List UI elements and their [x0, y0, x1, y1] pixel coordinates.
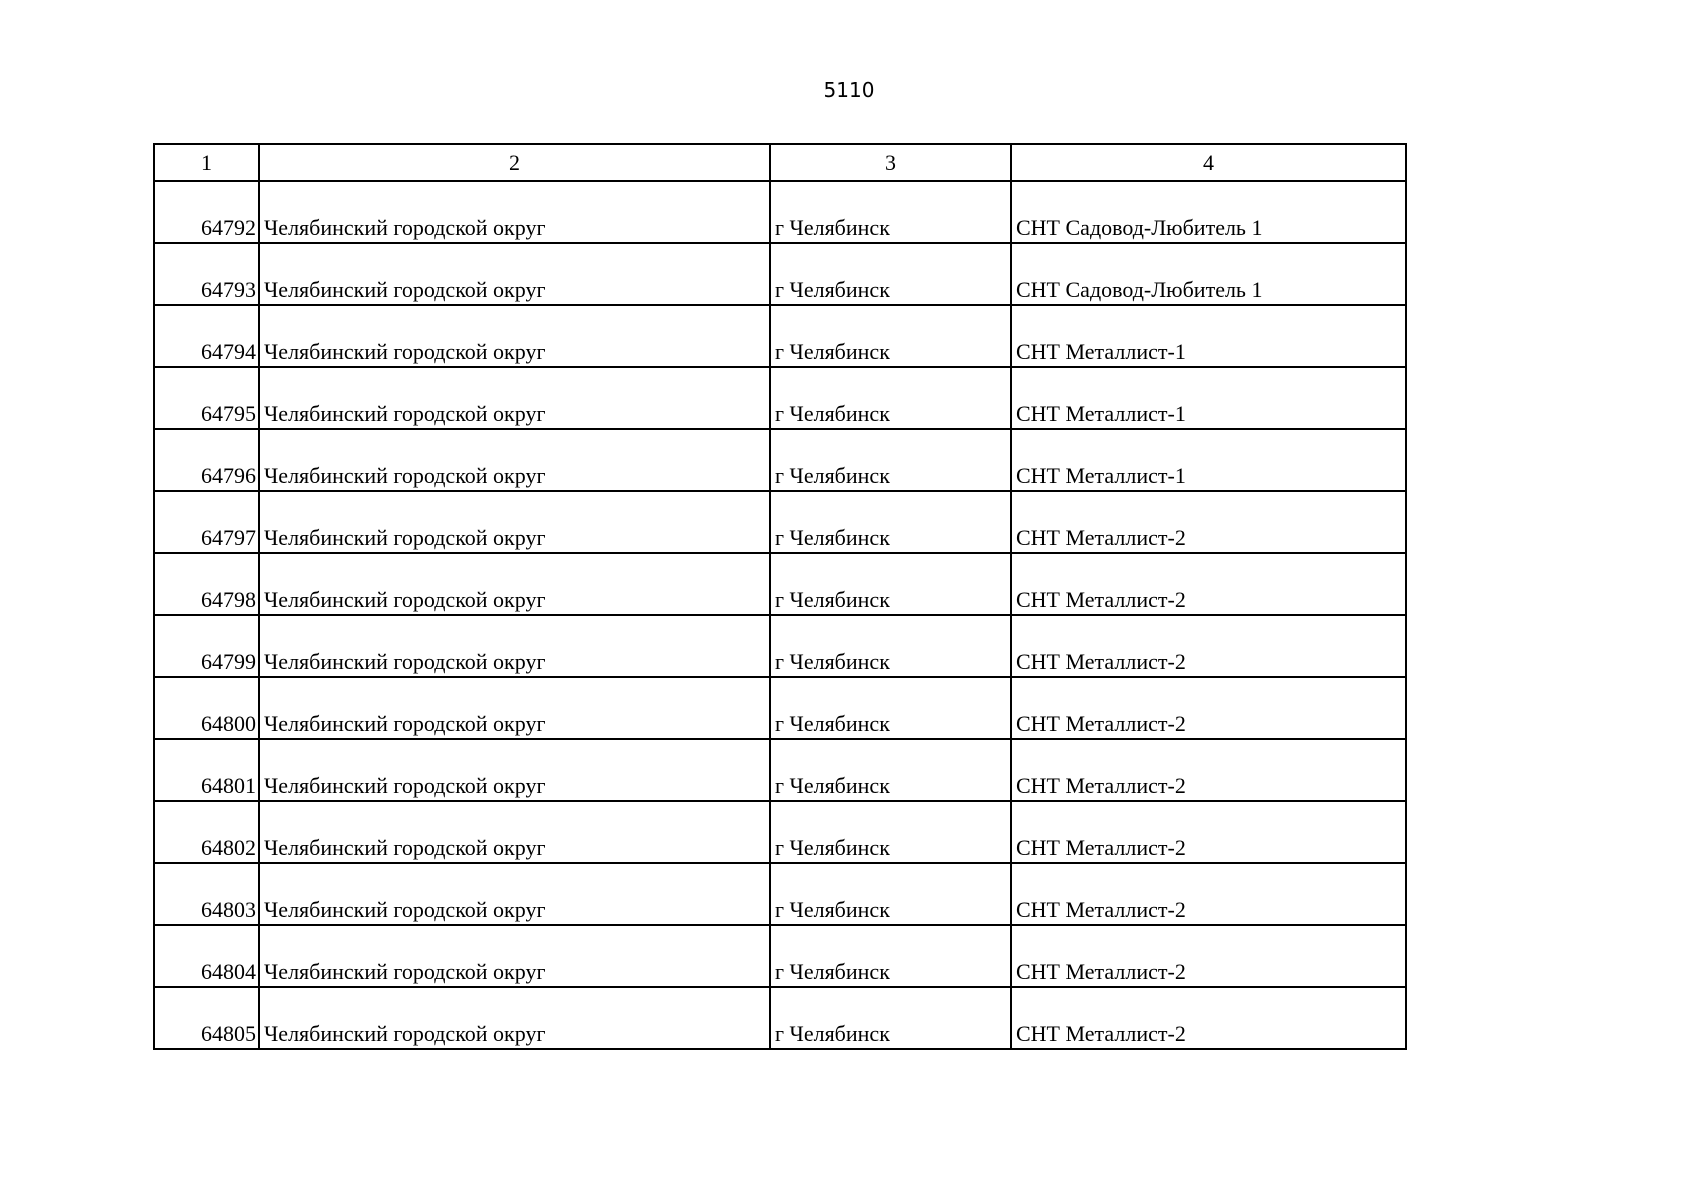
cell-number: 64792 — [154, 181, 259, 243]
cell-settlement: СНТ Металлист-2 — [1011, 677, 1406, 739]
cell-district: Челябинский городской округ — [259, 429, 770, 491]
cell-district: Челябинский городской округ — [259, 553, 770, 615]
cell-number: 64803 — [154, 863, 259, 925]
cell-city: г Челябинск — [770, 367, 1011, 429]
table-row — [154, 801, 1406, 863]
cell-settlement: СНТ Металлист-1 — [1011, 367, 1406, 429]
cell-number: 64795 — [154, 367, 259, 429]
table-row — [154, 863, 1406, 925]
table-row — [154, 305, 1406, 367]
cell-settlement: СНТ Металлист-2 — [1011, 615, 1406, 677]
cell-district: Челябинский городской округ — [259, 863, 770, 925]
cell-district: Челябинский городской округ — [259, 987, 770, 1049]
cell-city: г Челябинск — [770, 739, 1011, 801]
cell-city: г Челябинск — [770, 987, 1011, 1049]
cell-number: 64800 — [154, 677, 259, 739]
cell-number: 64798 — [154, 553, 259, 615]
cell-number: 64805 — [154, 987, 259, 1049]
cell-settlement: СНТ Металлист-1 — [1011, 305, 1406, 367]
column-header: 1 — [154, 144, 259, 181]
column-header: 2 — [259, 144, 770, 181]
data-table — [153, 143, 1407, 1050]
cell-settlement: СНТ Металлист-2 — [1011, 925, 1406, 987]
table-row — [154, 553, 1406, 615]
cell-settlement: СНТ Металлист-2 — [1011, 491, 1406, 553]
cell-number: 64802 — [154, 801, 259, 863]
cell-district: Челябинский городской округ — [259, 367, 770, 429]
cell-settlement: СНТ Садовод-Любитель 1 — [1011, 243, 1406, 305]
cell-district: Челябинский городской округ — [259, 739, 770, 801]
cell-district: Челябинский городской округ — [259, 181, 770, 243]
cell-city: г Челябинск — [770, 491, 1011, 553]
cell-number: 64794 — [154, 305, 259, 367]
table-row — [154, 243, 1406, 305]
cell-district: Челябинский городской округ — [259, 491, 770, 553]
cell-district: Челябинский городской округ — [259, 615, 770, 677]
table-row — [154, 677, 1406, 739]
cell-number: 64801 — [154, 739, 259, 801]
cell-settlement: СНТ Металлист-1 — [1011, 429, 1406, 491]
cell-settlement: СНТ Металлист-2 — [1011, 801, 1406, 863]
table-row — [154, 615, 1406, 677]
cell-settlement: СНТ Садовод-Любитель 1 — [1011, 181, 1406, 243]
table-row — [154, 739, 1406, 801]
cell-city: г Челябинск — [770, 553, 1011, 615]
table-row — [154, 181, 1406, 243]
cell-district: Челябинский городской округ — [259, 925, 770, 987]
cell-city: г Челябинск — [770, 615, 1011, 677]
cell-number: 64804 — [154, 925, 259, 987]
cell-city: г Челябинск — [770, 181, 1011, 243]
table-header-row — [154, 144, 1406, 181]
cell-city: г Челябинск — [770, 863, 1011, 925]
cell-district: Челябинский городской округ — [259, 677, 770, 739]
cell-settlement: СНТ Металлист-2 — [1011, 863, 1406, 925]
cell-city: г Челябинск — [770, 243, 1011, 305]
cell-city: г Челябинск — [770, 677, 1011, 739]
column-header: 4 — [1011, 144, 1406, 181]
cell-number: 64797 — [154, 491, 259, 553]
cell-settlement: СНТ Металлист-2 — [1011, 987, 1406, 1049]
table-row — [154, 925, 1406, 987]
table-row — [154, 491, 1406, 553]
table-row — [154, 429, 1406, 491]
page-number: 5110 — [823, 78, 875, 102]
cell-city: г Челябинск — [770, 801, 1011, 863]
cell-district: Челябинский городской округ — [259, 305, 770, 367]
cell-city: г Челябинск — [770, 925, 1011, 987]
cell-number: 64796 — [154, 429, 259, 491]
cell-number: 64793 — [154, 243, 259, 305]
column-header: 3 — [770, 144, 1011, 181]
cell-settlement: СНТ Металлист-2 — [1011, 553, 1406, 615]
cell-settlement: СНТ Металлист-2 — [1011, 739, 1406, 801]
cell-district: Челябинский городской округ — [259, 801, 770, 863]
table-row — [154, 987, 1406, 1049]
cell-city: г Челябинск — [770, 305, 1011, 367]
table-row — [154, 367, 1406, 429]
cell-number: 64799 — [154, 615, 259, 677]
cell-district: Челябинский городской округ — [259, 243, 770, 305]
cell-city: г Челябинск — [770, 429, 1011, 491]
